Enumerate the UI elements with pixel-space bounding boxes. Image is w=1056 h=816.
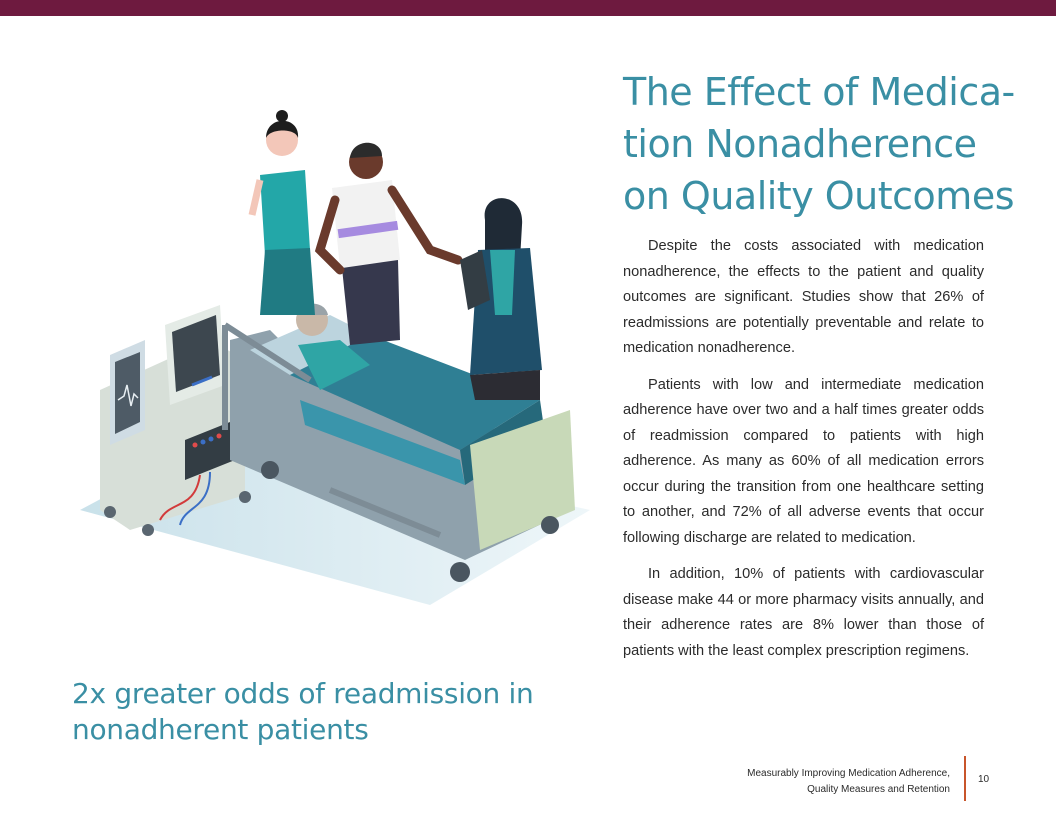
nurse-figure-icon (252, 110, 315, 315)
title-line: on Quality Outcomes (623, 174, 1015, 218)
statistic-callout (72, 676, 592, 748)
title-line: The Effect of Medica- (623, 70, 1015, 114)
visitor-figure-icon (320, 143, 458, 345)
paragraph: In addition, 10% of patients with cardiovascular disease make 44 or more pharmacy visits annually, and their adherence rates are 8% lower than those of patients with the least complex prescription regimens. (623, 566, 984, 659)
doctor-figure-icon (460, 198, 542, 400)
title-line: tion Nonadherence (623, 122, 977, 166)
body-text (623, 234, 984, 675)
callout-line: 2x greater odds of readmission in (72, 677, 534, 710)
footer-divider (964, 756, 966, 801)
footer-line: Quality Measures and Retention (807, 784, 950, 795)
callout-line: nonadherent patients (72, 713, 369, 746)
top-accent-bar (0, 0, 1056, 16)
paragraph: Despite the costs associated with medication nonadherence, the effects to the patient and quality outcomes are significant. Studies show that 26% of readmissions are potentially preventable and relate to medication nonadherence. (623, 238, 984, 356)
footer-document-title (747, 766, 950, 798)
page-number: 10 (978, 774, 990, 785)
footer-line: Measurably Improving Medication Adherence, (747, 768, 950, 779)
page-title (623, 66, 1023, 222)
hospital-bed-illustration (70, 100, 610, 620)
paragraph: Patients with low and intermediate medication adherence have over two and a half times greater odds of readmission compared to patients with high adherence. As many as 60% of all medication errors occur during the transition from one healthcare setting to another, and 72% of all adverse events that occur following discharge are related to medication. (623, 376, 984, 546)
